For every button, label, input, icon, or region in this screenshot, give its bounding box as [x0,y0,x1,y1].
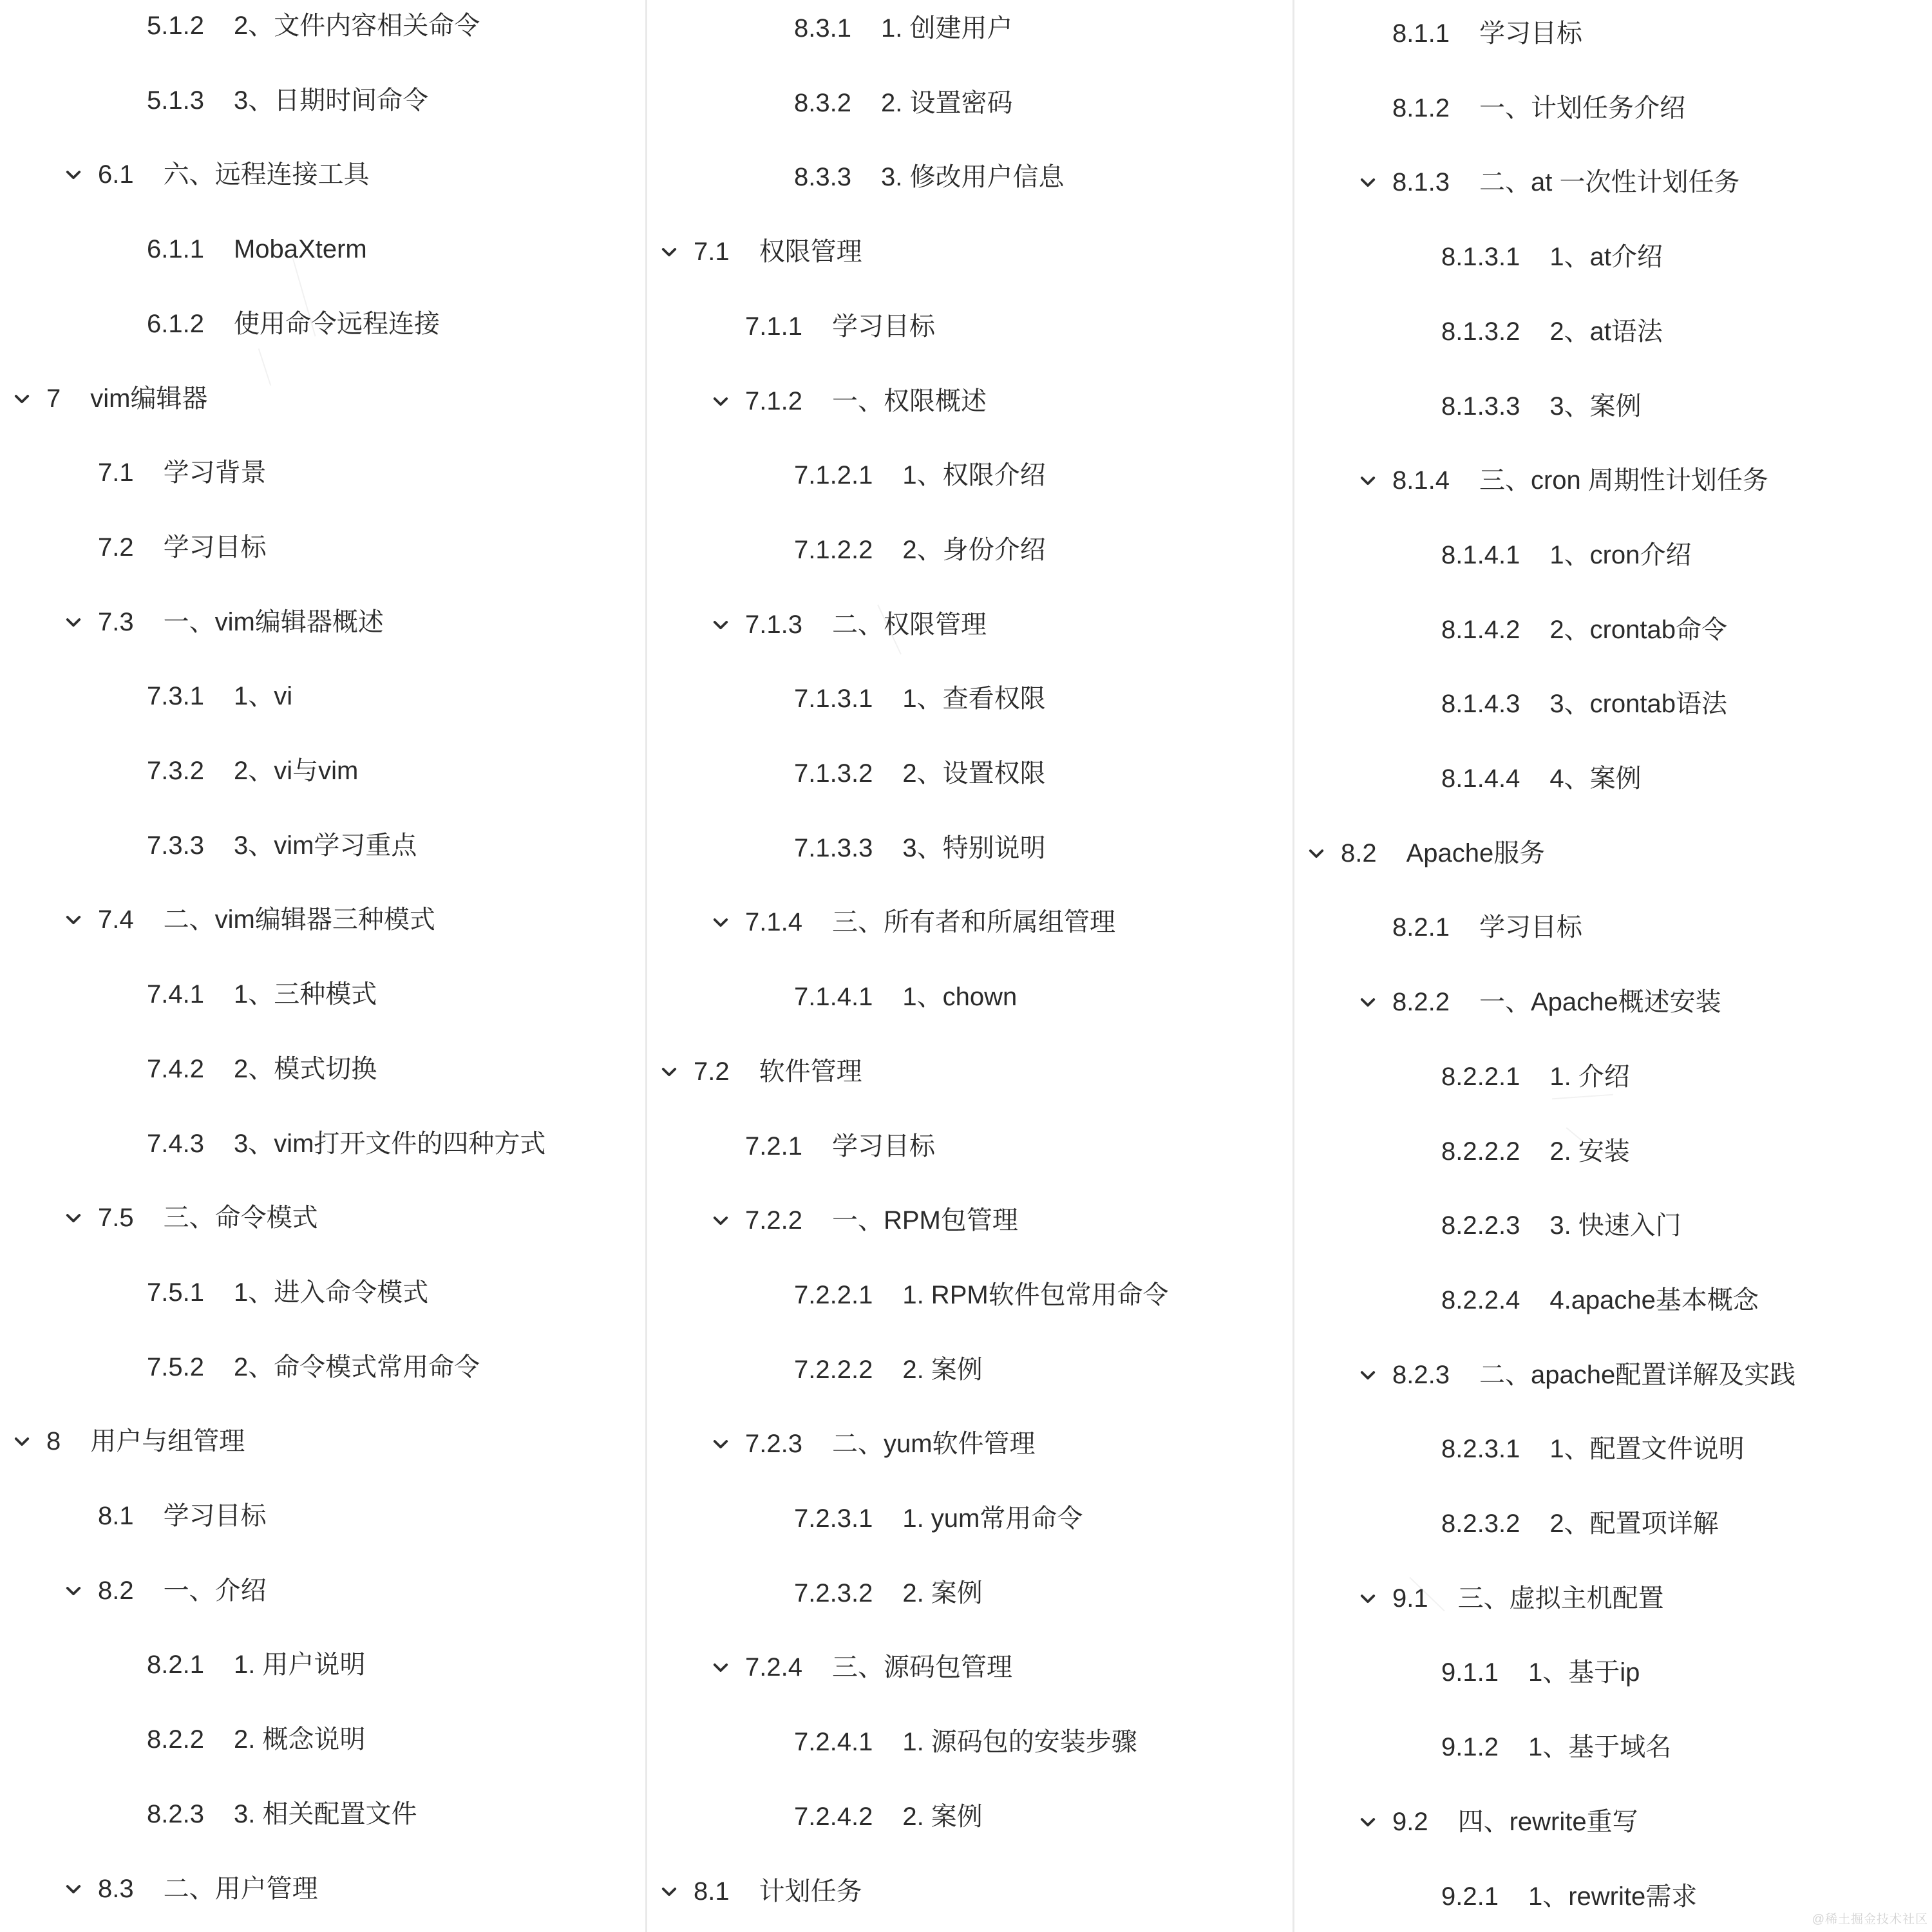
collapse-toggle[interactable] [62,1206,85,1229]
item-number: 7.2.2.2 [794,1355,873,1384]
item-title: 一、Apache概述安装 [1479,988,1721,1017]
item-title: 1、cron介绍 [1549,540,1692,569]
item-number: 8.2.3.1 [1441,1435,1520,1464]
outline-item[interactable] [0,1572,645,1609]
item-number: 7.2 [694,1057,730,1086]
collapse-toggle[interactable] [709,911,732,934]
item-title: 学习目标 [163,533,267,562]
item-title: 学习背景 [163,459,267,488]
outline-item[interactable] [0,1274,645,1311]
item-number: 7 [46,384,61,413]
item-title: 二、apache配置详解及实践 [1479,1360,1796,1389]
chevron-down-icon [710,1433,732,1455]
outline-item[interactable] [647,233,1293,270]
outline-column-1 [0,0,645,1932]
outline-item[interactable] [0,529,645,566]
item-number: 8 [46,1427,61,1456]
chevron-down-icon [658,1880,680,1902]
item-title: 三、虚拟主机配置 [1457,1584,1664,1613]
item-title: 2. 案例 [902,1578,983,1607]
item-number: 8.1.2 [1392,93,1450,122]
collapse-toggle[interactable] [1356,171,1379,194]
outline-item[interactable] [647,606,1293,643]
outline-item[interactable] [647,680,1293,717]
outline-item[interactable] [0,677,645,715]
item-number: 7.2.2 [745,1206,802,1235]
item-number: 8.1.3.3 [1441,392,1520,421]
item-number: 8.2.3 [147,1799,204,1828]
collapse-toggle[interactable] [1356,469,1379,492]
collapse-toggle[interactable] [709,613,732,636]
item-title: 二、权限管理 [831,610,987,639]
item-number: 7.4.2 [147,1054,204,1083]
item-title: 1、基于域名 [1528,1733,1672,1762]
outline-item[interactable] [647,1500,1293,1537]
outline-item[interactable] [0,231,645,268]
collapse-toggle[interactable] [658,1060,681,1083]
item-title: 2. 概念说明 [233,1725,366,1754]
collapse-toggle[interactable] [62,1579,85,1602]
item-title: 2、at语法 [1549,317,1663,346]
item-title: 1、进入命令模式 [233,1278,429,1307]
outline-item[interactable] [1294,1505,1932,1542]
outline-item[interactable] [647,1798,1293,1835]
item-title: 3、crontab语法 [1549,690,1727,719]
outline-item[interactable] [647,1575,1293,1612]
item-number: 7.2.3.1 [794,1504,873,1533]
item-title: 一、计划任务介绍 [1479,93,1685,122]
outline-item[interactable] [0,156,645,193]
item-title: 3、vim打开文件的四种方式 [233,1129,546,1158]
item-title: 3. 快速入门 [1549,1211,1681,1240]
chevron-down-icon [1357,1811,1379,1833]
item-title: 三、命令模式 [163,1204,318,1233]
outline-item[interactable] [647,1723,1293,1761]
item-number: 8.2.2 [147,1725,204,1754]
item-title: 1. 源码包的安装步骤 [902,1728,1137,1757]
outline-item[interactable] [0,1870,645,1908]
collapse-toggle[interactable] [1305,842,1328,865]
chevron-down-icon [1305,842,1327,864]
item-number: 8.3.1 [794,14,851,43]
item-title: 1、三种模式 [233,980,377,1009]
chevron-down-icon [1357,469,1379,491]
item-number: 7.1 [98,459,134,488]
outline-item[interactable] [1294,1058,1932,1095]
chevron-down-icon [1357,1364,1379,1386]
item-title: 一、权限概述 [831,386,987,415]
outline-item[interactable] [1294,1430,1932,1468]
item-number: 5.1.2 [147,12,204,40]
item-title: 4、案例 [1549,764,1642,793]
item-title: Apache服务 [1406,838,1546,867]
outline-item[interactable] [647,755,1293,792]
item-title: 学习目标 [1479,19,1582,48]
item-title: 三、所有者和所属组管理 [831,908,1115,937]
chevron-down-icon [62,1207,84,1229]
outline-column-2 [647,0,1293,1932]
item-number: 7.1.4.1 [794,983,873,1012]
outline-item[interactable] [1294,835,1932,872]
item-number: 6.1.1 [147,235,204,264]
item-title: 学习目标 [831,312,935,341]
watermark: @稀土掘金技术社区 [1812,1913,1928,1926]
item-title: vim编辑器 [90,384,208,413]
item-title: 学习目标 [163,1502,267,1530]
item-title: 2、设置权限 [902,759,1046,788]
item-number: 8.1 [694,1877,730,1906]
chevron-down-icon [62,1580,84,1602]
collapse-toggle[interactable] [62,1877,85,1900]
item-title: 2、配置项详解 [1549,1510,1719,1538]
item-number: 8.3 [98,1874,134,1903]
item-number: 7.5 [98,1204,134,1233]
item-number: 8.1.4.3 [1441,690,1520,719]
item-number: 8.3.2 [794,88,851,117]
item-number: 7.1.1 [745,312,802,341]
outline-item[interactable] [647,457,1293,494]
outline-column-3 [1294,0,1932,1932]
item-title: 2. 案例 [902,1355,983,1384]
item-title: 2、crontab命令 [1549,615,1727,644]
outline-item[interactable] [1294,462,1932,499]
item-number: 6.1 [98,160,134,189]
chevron-down-icon [62,909,84,931]
chevron-down-icon [710,1209,732,1231]
item-title: 使用命令远程连接 [233,309,440,338]
outline-item[interactable] [1294,1654,1932,1691]
item-title: 权限管理 [759,238,862,267]
item-title: 2、vi与vim [233,757,359,785]
outline-item[interactable] [0,305,645,343]
collapse-toggle[interactable] [10,1430,33,1453]
outline-item[interactable] [647,10,1293,47]
item-number: 8.1 [98,1502,134,1530]
outline-item[interactable] [647,1425,1293,1463]
item-number: 8.2.1 [147,1651,204,1680]
collapse-toggle[interactable] [709,1432,732,1455]
item-number: 7.1.2 [745,386,802,415]
item-title: 1、查看权限 [902,685,1046,714]
chevron-down-icon [710,614,732,636]
outline-item[interactable] [647,1649,1293,1686]
outline-item[interactable] [1294,313,1932,350]
item-title: 1、权限介绍 [902,461,1046,490]
outline-item[interactable] [0,603,645,641]
outline-item[interactable] [1294,1282,1932,1319]
chevron-down-icon [11,388,33,410]
collapse-toggle[interactable] [709,1656,732,1679]
item-number: 7.4.1 [147,980,204,1009]
item-number: 7.2.3.2 [794,1578,873,1607]
collapse-toggle[interactable] [658,1880,681,1903]
outline-item[interactable] [1294,909,1932,946]
collapse-toggle[interactable] [10,387,33,410]
item-title: 3、vim学习重点 [233,831,417,860]
collapse-toggle[interactable] [1356,1810,1379,1833]
item-number: 8.2.2 [1392,988,1450,1017]
item-number: 8.1.3 [1392,168,1450,197]
outline-item[interactable] [0,1721,645,1758]
item-title: 二、yum软件管理 [831,1430,1036,1459]
item-title: 2、身份介绍 [902,535,1046,564]
item-number: 7.2.4.2 [794,1802,873,1831]
chevron-down-icon [62,164,84,185]
outline-item[interactable] [1294,388,1932,425]
item-number: 7.1 [694,238,730,267]
item-number: 9.2 [1392,1807,1428,1836]
item-title: 计划任务 [759,1877,862,1906]
item-number: 7.1.2.1 [794,461,873,490]
chevron-down-icon [62,611,84,633]
item-title: 用户与组管理 [90,1427,245,1456]
outline-item[interactable] [1294,1728,1932,1766]
outline-item[interactable] [647,978,1293,1016]
item-title: 六、远程连接工具 [163,160,370,189]
item-title: 学习目标 [1479,913,1582,942]
chevron-down-icon [1357,1587,1379,1609]
item-title: 1、配置文件说明 [1549,1435,1745,1464]
item-number: 7.2.3 [745,1430,802,1459]
item-number: 8.2.2.2 [1441,1137,1520,1166]
item-number: 9.1 [1392,1584,1428,1613]
item-title: 三、源码包管理 [831,1653,1012,1682]
item-title: 1. 介绍 [1549,1062,1630,1091]
item-title: 1、vi [233,682,293,711]
item-title: 3. 相关配置文件 [233,1799,417,1828]
item-number: 7.2 [98,533,134,562]
item-title: 1、基于ip [1528,1658,1640,1687]
outline-item[interactable] [1294,983,1932,1021]
outline-item[interactable] [647,829,1293,867]
item-title: 二、at 一次性计划任务 [1479,168,1740,197]
item-number: 8.1.4.2 [1441,615,1520,644]
chevron-down-icon [658,1061,680,1083]
chevron-down-icon [710,911,732,933]
outline-item[interactable] [0,1349,645,1386]
outline-item[interactable] [1294,685,1932,723]
chevron-down-icon [11,1430,33,1452]
item-number: 8.2.2.3 [1441,1211,1520,1240]
collapse-toggle[interactable] [62,908,85,931]
item-number: 8.2.2.1 [1441,1062,1520,1091]
item-number: 7.1.3.3 [794,833,873,862]
item-title: 4.apache基本概念 [1549,1285,1759,1314]
outline-item[interactable] [0,827,645,864]
item-number: 7.1.3.1 [794,685,873,714]
item-number: 7.5.2 [147,1352,204,1381]
outline-item[interactable] [0,752,645,790]
collapse-toggle[interactable] [62,611,85,634]
collapse-toggle[interactable] [1356,1587,1379,1610]
outline-item[interactable] [647,1053,1293,1090]
outline-item[interactable] [647,1202,1293,1239]
item-title: 2、文件内容相关命令 [233,12,480,40]
outline-item[interactable] [1294,1133,1932,1170]
item-number: 8.1.4.1 [1441,540,1520,569]
item-number: 7.4 [98,905,134,934]
collapse-toggle[interactable] [709,1209,732,1232]
item-number: 7.1.2.2 [794,535,873,564]
item-title: 一、vim编辑器概述 [163,607,384,636]
column-divider [645,0,647,1932]
item-number: 8.1.3.1 [1441,243,1520,272]
item-title: 一、介绍 [163,1576,267,1605]
item-title: 1、chown [902,983,1018,1012]
item-number: 9.1.2 [1441,1733,1499,1762]
item-number: 8.1.4 [1392,466,1450,495]
outline-item[interactable] [647,531,1293,569]
item-title: 2. 案例 [902,1802,983,1831]
item-title: MobaXterm [233,235,367,264]
outline-item[interactable] [0,1423,645,1460]
item-title: 2. 设置密码 [880,88,1013,117]
item-title: 二、用户管理 [163,1874,318,1903]
item-title: 3、案例 [1549,392,1642,421]
outline-item[interactable] [0,1646,645,1683]
item-number: 7.3.3 [147,831,204,860]
item-number: 7.1.4 [745,908,802,937]
item-title: 1、rewrite需求 [1528,1882,1698,1911]
outline-item[interactable] [1294,1356,1932,1394]
collapse-toggle[interactable] [1356,1363,1379,1387]
item-number: 7.2.1 [745,1132,802,1160]
outline-item[interactable] [1294,15,1932,52]
item-number: 9.1.1 [1441,1658,1499,1687]
item-title: 软件管理 [759,1057,862,1086]
outline-item[interactable] [0,1199,645,1236]
outline-item[interactable] [1294,90,1932,127]
chevron-down-icon [1357,991,1379,1013]
item-number: 8.2.1 [1392,913,1450,942]
item-title: 1、at介绍 [1549,243,1663,272]
chevron-down-icon [710,390,732,412]
outline-item[interactable] [647,1351,1293,1388]
collapse-toggle[interactable] [658,240,681,263]
item-title: 学习目标 [831,1132,935,1160]
item-title: 二、vim编辑器三种模式 [163,905,435,934]
outline-item[interactable] [0,1497,645,1535]
outline-item[interactable] [647,84,1293,122]
item-title: 三、cron 周期性计划任务 [1479,466,1768,495]
outline-item[interactable] [0,1795,645,1833]
item-number: 8.3.3 [794,163,851,192]
outline-item[interactable] [647,308,1293,345]
item-number: 5.1.3 [147,86,204,115]
item-title: 2、模式切换 [233,1054,377,1083]
collapse-toggle[interactable] [1356,990,1379,1014]
outline-item[interactable] [0,82,645,119]
item-number: 8.2.3.2 [1441,1510,1520,1538]
outline-item[interactable] [647,1276,1293,1314]
item-number: 8.1.3.2 [1441,317,1520,346]
chevron-down-icon [658,241,680,263]
item-title: 1. 用户说明 [233,1651,366,1680]
outline-item[interactable] [647,904,1293,941]
outline-item[interactable] [0,1125,645,1162]
outline-item[interactable] [1294,611,1932,649]
outline-item[interactable] [1294,1803,1932,1841]
item-number: 8.1.1 [1392,19,1450,48]
item-number: 7.1.3 [745,610,802,639]
item-number: 7.1.3.2 [794,759,873,788]
item-title: 四、rewrite重写 [1457,1807,1638,1836]
outline-item[interactable] [0,380,645,417]
item-number: 7.4.3 [147,1129,204,1158]
item-number: 8.2.2.4 [1441,1285,1520,1314]
item-number: 9.2.1 [1441,1882,1499,1911]
item-number: 7.2.2.1 [794,1280,873,1309]
item-title: 1. yum常用命令 [902,1504,1083,1533]
outline-item[interactable] [647,1128,1293,1165]
chevron-down-icon [710,1656,732,1678]
item-title: 一、RPM包管理 [831,1206,1018,1235]
item-title: 1. 创建用户 [880,14,1013,43]
chevron-down-icon [62,1878,84,1900]
item-title: 1. RPM软件包常用命令 [902,1280,1169,1309]
item-number: 7.5.1 [147,1278,204,1307]
item-title: 2. 安装 [1549,1137,1630,1166]
item-number: 7.2.4 [745,1653,802,1682]
item-title: 3、日期时间命令 [233,86,429,115]
item-number: 7.3.1 [147,682,204,711]
outline-item[interactable] [647,158,1293,196]
item-number: 7.2.4.1 [794,1728,873,1757]
item-number: 8.1.4.4 [1441,764,1520,793]
outline-item[interactable] [1294,238,1932,276]
outline-item[interactable] [647,1873,1293,1910]
item-number: 8.2 [1341,838,1377,867]
collapse-toggle[interactable] [709,390,732,413]
outline-item[interactable] [1294,760,1932,797]
outline-item[interactable] [0,901,645,938]
collapse-toggle[interactable] [62,163,85,186]
outline-item[interactable] [1294,164,1932,201]
item-number: 6.1.2 [147,309,204,338]
outline-item[interactable] [1294,1580,1932,1617]
chevron-down-icon [1357,171,1379,193]
column-divider [1293,0,1294,1932]
item-title: 2、命令模式常用命令 [233,1352,480,1381]
item-title: 3. 修改用户信息 [880,163,1065,192]
item-title: 3、特别说明 [902,833,1046,862]
outline-item[interactable] [0,454,645,491]
item-number: 7.3 [98,607,134,636]
outline-item[interactable] [0,1050,645,1088]
item-number: 8.2.3 [1392,1360,1450,1389]
item-number: 7.3.2 [147,757,204,785]
item-number: 8.2 [98,1576,134,1605]
outline-item[interactable] [0,7,645,44]
outline-item[interactable] [1294,1207,1932,1244]
outline-item[interactable] [0,976,645,1013]
outline-item[interactable] [1294,536,1932,574]
outline-item[interactable] [647,383,1293,420]
